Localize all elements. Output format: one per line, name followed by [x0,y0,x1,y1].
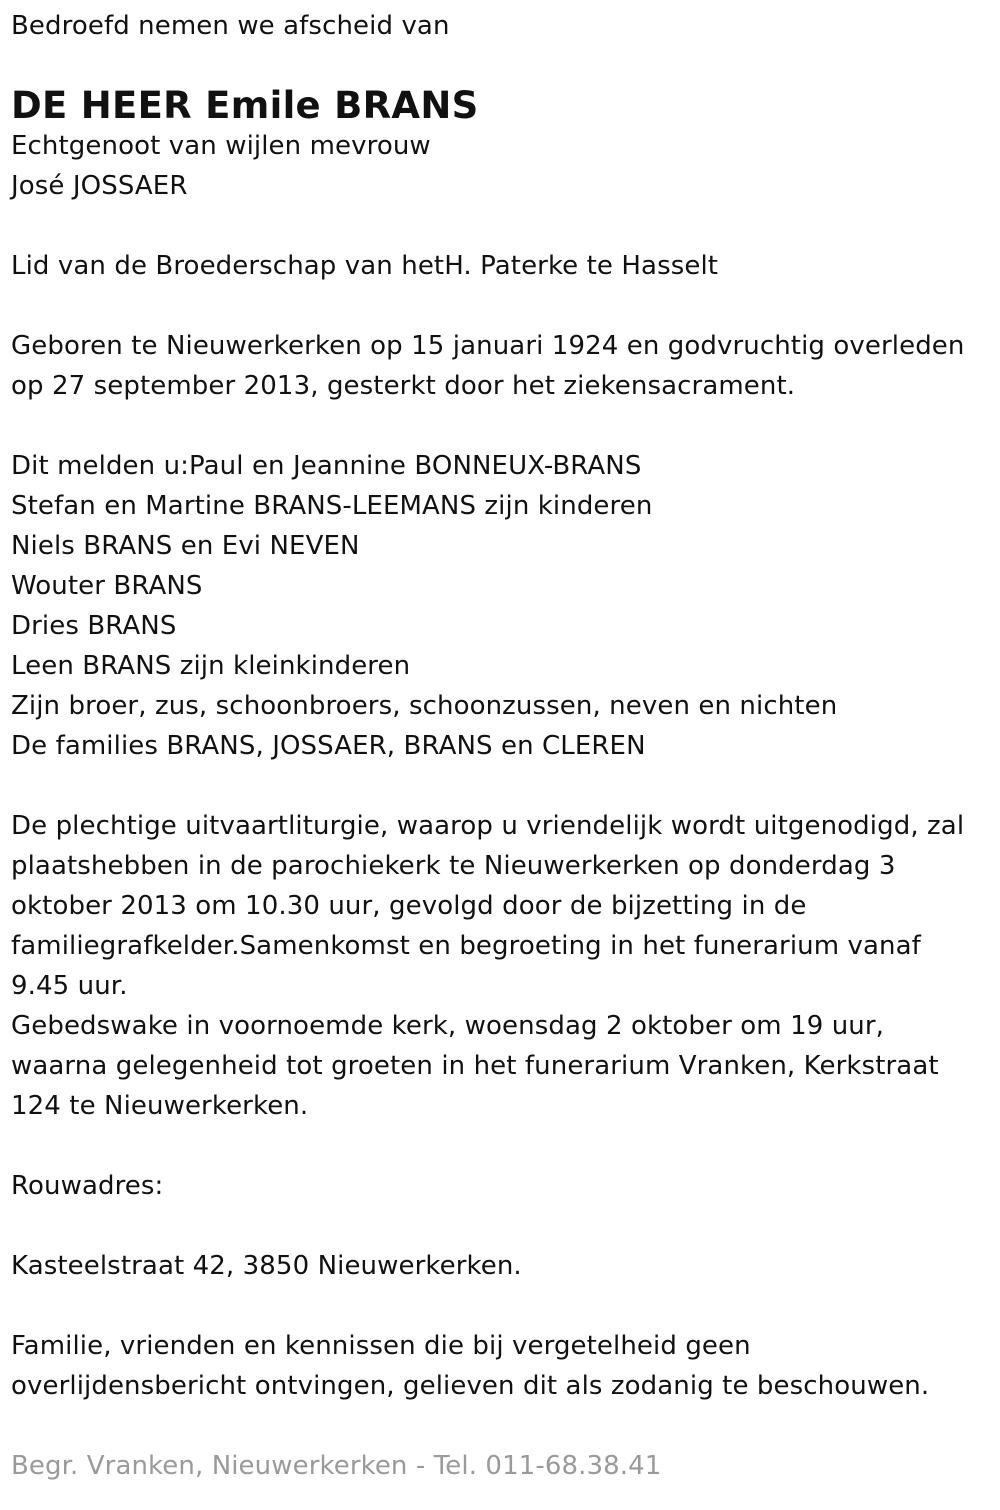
family-line: Dries BRANS [11,611,177,641]
paragraph-line: waarna gelegenheid tot groeten in het funerarium Vranken, Kerkstraat [11,1051,939,1081]
paragraph-line: De plechtige uitvaartliturgie, waarop u vriendelijk wordt uitgenodigd, zal [11,811,965,841]
paragraph-line: 9.45 uur. [11,971,128,1001]
family-line: Zijn broer, zus, schoonbroers, schoonzussen, neven en nichten [11,691,838,721]
membership-text: Lid van de Broederschap van hetH. Paterke te Hasselt [11,251,719,281]
spouse-line-1: Echtgenoot van wijlen mevrouw [11,131,431,161]
paragraph-line: Geboren te Nieuwerkerken op 15 januari 1924 en godvruchtig overleden [11,331,965,361]
family-line: Dit melden u:Paul en Jeannine BONNEUX-BRANS [11,451,642,481]
intro-text: Bedroefd nemen we afscheid van [11,11,450,41]
paragraph-line: familiegrafkelder.Samenkomst en begroeting in het funerarium vanaf [11,931,921,961]
notice-paragraph [11,1326,991,1406]
paragraph-line: overlijdensbericht ontvingen, gelieven dit als zodanig te beschouwen. [11,1371,930,1401]
paragraph-line: oktober 2013 om 10.30 uur, gevolgd door de bijzetting in de [11,891,807,921]
paragraph-line: 124 te Nieuwerkerken. [11,1091,309,1121]
paragraph-line: Familie, vrienden en kennissen die bij vergetelheid geen [11,1331,751,1361]
paragraph-line: plaatshebben in de parochiekerk te Nieuwerkerken op donderdag 3 [11,851,896,881]
funeral-home-footer: Begr. Vranken, Nieuwerkerken - Tel. 011-68.38.41 [11,1451,662,1481]
address-label: Rouwadres: [11,1171,164,1201]
birth-death-paragraph [11,326,991,406]
family-line: Stefan en Martine BRANS-LEEMANS zijn kinderen [11,491,653,521]
family-line: De families BRANS, JOSSAER, BRANS en CLEREN [11,731,646,761]
spouse-line-2: José JOSSAER [11,171,188,201]
family-list [11,446,991,766]
family-line: Leen BRANS zijn kleinkinderen [11,651,411,681]
deceased-name: DE HEER Emile BRANS [11,84,479,127]
paragraph-line: Gebedswake in voornoemde kerk, woensdag 2 oktober om 19 uur, [11,1011,885,1041]
mourning-address: Kasteelstraat 42, 3850 Nieuwerkerken. [11,1251,522,1281]
family-line: Wouter BRANS [11,571,203,601]
ceremony-paragraph [11,806,991,1126]
family-line: Niels BRANS en Evi NEVEN [11,531,360,561]
obituary-notice [11,6,991,1486]
paragraph-line: op 27 september 2013, gesterkt door het ziekensacrament. [11,371,796,401]
